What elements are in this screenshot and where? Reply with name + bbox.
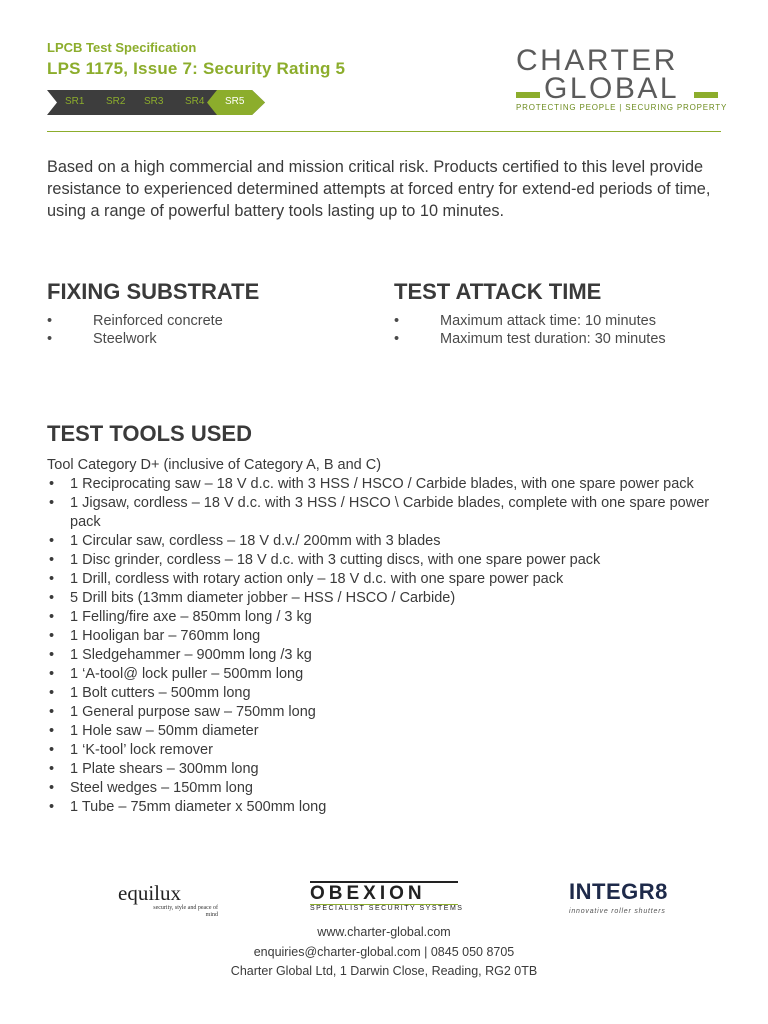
bullet: •	[49, 533, 55, 549]
list-item-text: Steelwork	[93, 331, 157, 347]
list-item	[47, 646, 737, 665]
list-item	[47, 608, 737, 627]
fixing-substrate-list	[47, 312, 347, 348]
list-item	[47, 665, 737, 684]
list-item-text: 1 Felling/fire axe – 850mm long / 3 kg	[70, 609, 312, 625]
list-item-text: 1 Circular saw, cordless – 18 V d.v./ 200mm with 3 blades	[70, 533, 441, 549]
integr8-wordmark: INTEGR8	[569, 879, 668, 904]
equilux-tagline: security, style and peace of mind	[153, 905, 218, 918]
list-item-text: 1 General purpose saw – 750mm long	[70, 704, 316, 720]
integr8-logo	[569, 880, 679, 920]
bullet: •	[49, 723, 55, 739]
bullet: •	[47, 331, 53, 347]
bullet: •	[394, 331, 400, 347]
bullet: •	[49, 495, 55, 511]
list-item	[47, 703, 737, 722]
rating-sr4: SR4	[185, 96, 205, 107]
bullet: •	[49, 761, 55, 777]
test-tools-list	[47, 456, 737, 817]
rating-sr2: SR2	[106, 96, 126, 107]
list-item-text: 1 Disc grinder, cordless – 18 V d.c. with 3 cutting discs, with one spare power pack	[70, 552, 601, 568]
list-item-text: Reinforced concrete	[93, 313, 223, 329]
list-item	[47, 779, 737, 798]
list-item-text: 1 Reciprocating saw – 18 V d.c. with 3 HSS / HSCO / Carbide blades, with one spare power pack	[70, 476, 694, 492]
document-title: LPS 1175, Issue 7: Security Rating 5	[47, 59, 346, 78]
list-item-text: 1 Bolt cutters – 500mm long	[70, 685, 251, 701]
bullet: •	[49, 742, 55, 758]
fixing-substrate-heading: FIXING SUBSTRATE	[47, 279, 260, 304]
list-item-text: 1 Tube – 75mm diameter x 500mm long	[70, 799, 327, 815]
logo-line2: GLOBAL	[544, 72, 680, 105]
footer-website[interactable]: www.charter-global.com	[317, 925, 451, 939]
list-item-text: 5 Drill bits (13mm diameter jobber – HSS / HSCO / Carbide)	[70, 590, 456, 606]
bullet: •	[394, 313, 400, 329]
bullet: •	[49, 571, 55, 587]
rating-sr5: SR5	[225, 96, 245, 107]
list-item-text: Maximum test duration: 30 minutes	[440, 331, 666, 347]
obexion-logo	[310, 878, 464, 918]
list-item-text: 1 Drill, cordless with rotary action only – 18 V d.c. with one spare power pack	[70, 571, 564, 587]
bullet: •	[49, 799, 55, 815]
list-item	[47, 330, 347, 348]
list-item-text: Maximum attack time: 10 minutes	[440, 313, 656, 329]
list-item	[47, 551, 737, 570]
bullet: •	[49, 704, 55, 720]
list-item	[47, 741, 737, 760]
bullet: •	[49, 647, 55, 663]
list-item	[47, 589, 737, 608]
bullet: •	[49, 685, 55, 701]
logo-tagline: PROTECTING PEOPLE | SECURING PROPERTY	[516, 103, 728, 112]
list-item-text: 1 Hole saw – 50mm diameter	[70, 723, 259, 739]
obexion-tagline: SPECIALIST SECURITY SYSTEMS	[310, 905, 464, 912]
equilux-logo	[118, 881, 218, 922]
list-item-text: 1 ‘A-tool@ lock puller – 500mm long	[70, 666, 304, 682]
list-item-text: 1 Sledgehammer – 900mm long /3 kg	[70, 647, 312, 663]
list-item	[47, 532, 737, 551]
footer-contact[interactable]: enquiries@charter-global.com | 0845 050 8705	[253, 945, 515, 959]
logo-bar-right	[694, 92, 718, 98]
list-item	[47, 494, 737, 532]
list-item	[394, 330, 734, 348]
list-item	[47, 798, 737, 817]
obexion-wordmark: OBEXION	[310, 883, 426, 904]
test-attack-time-heading: TEST ATTACK TIME	[394, 279, 602, 304]
list-item	[394, 312, 734, 330]
logo-bar-left	[516, 92, 540, 98]
bullet: •	[47, 313, 53, 329]
bullet: •	[49, 590, 55, 606]
header-divider	[47, 131, 721, 132]
charter-global-logo	[516, 44, 728, 116]
integr8-tagline: innovative roller shutters	[569, 908, 666, 915]
list-item-text: Steel wedges – 150mm long	[70, 780, 253, 796]
footer-address: Charter Global Ltd, 1 Darwin Close, Reading, RG2 0TB	[230, 964, 538, 978]
equilux-wordmark: equilux	[118, 881, 181, 905]
test-tools-heading: TEST TOOLS USED	[47, 421, 252, 446]
list-item-text: 1 Hooligan bar – 760mm long	[70, 628, 261, 644]
bullet: •	[49, 476, 55, 492]
list-item	[47, 760, 737, 779]
list-item	[47, 475, 737, 494]
bullet: •	[49, 609, 55, 625]
list-item	[47, 684, 737, 703]
bullet: •	[49, 628, 55, 644]
bullet: •	[49, 780, 55, 796]
list-item	[47, 722, 737, 741]
logo-line2-group	[516, 74, 718, 104]
document-subtitle: LPCB Test Specification	[47, 40, 197, 55]
tool-category: Tool Category D+ (inclusive of Category A, B and C)	[47, 457, 382, 473]
list-item	[47, 312, 347, 330]
logo-line1: CHARTER	[516, 44, 678, 77]
security-rating-scale	[47, 90, 265, 115]
rating-sr1: SR1	[65, 96, 85, 107]
list-item	[47, 570, 737, 589]
list-item	[47, 627, 737, 646]
bullet: •	[49, 666, 55, 682]
list-item-text: 1 Jigsaw, cordless – 18 V d.c. with 3 HSS / HSCO \ Carbide blades, complete with one spare power pack	[70, 495, 710, 530]
rating-sr3: SR3	[144, 96, 164, 107]
test-attack-time-list	[394, 312, 734, 348]
intro-paragraph: Based on a high commercial and mission critical risk. Products certified to this level provide resistance to experienced determined attempts at forced entry for extend-ed periods of time, using a range of powerful battery tools lasting up to 10 minutes.	[47, 158, 711, 220]
bullet: •	[49, 552, 55, 568]
list-item-text: 1 Plate shears – 300mm long	[70, 761, 259, 777]
list-item-text: 1 ‘K-tool’ lock remover	[70, 742, 213, 758]
